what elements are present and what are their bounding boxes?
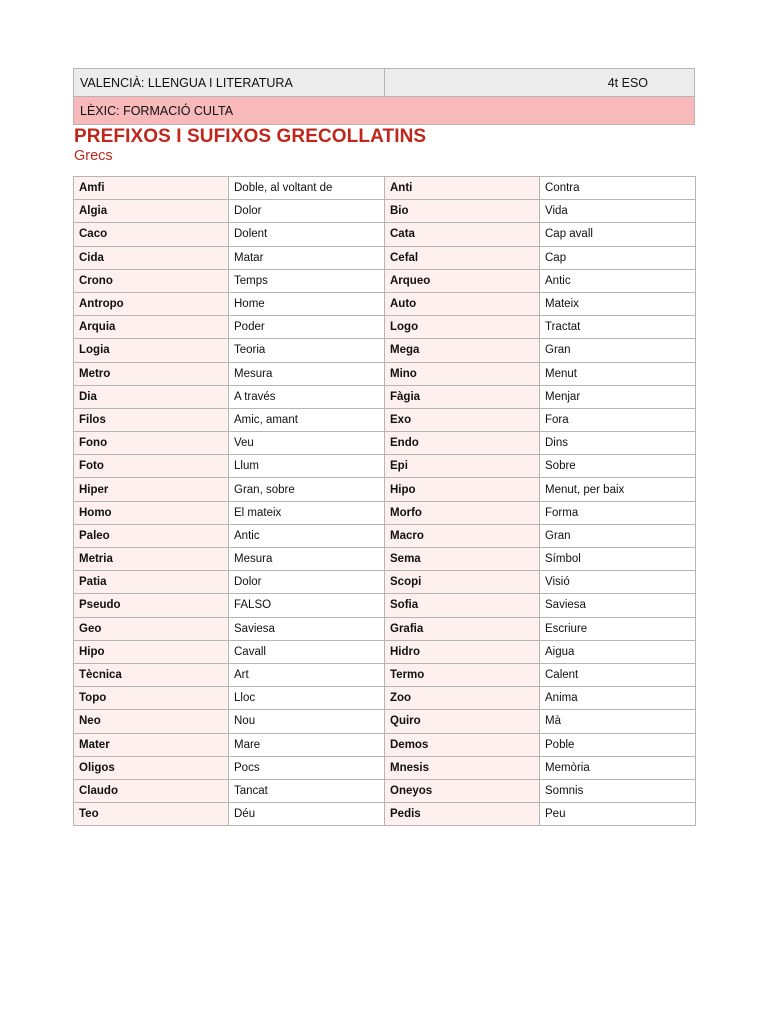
prefix-meaning-right: Menjar — [540, 385, 696, 408]
prefix-term-left: Neo — [74, 710, 229, 733]
prefix-meaning-left: Llum — [229, 455, 385, 478]
prefix-term-left: Teo — [74, 803, 229, 826]
table-row — [74, 246, 696, 269]
prefix-term-left: Hipo — [74, 640, 229, 663]
prefix-meaning-right: Cap avall — [540, 223, 696, 246]
prefix-meaning-right: Escriure — [540, 617, 696, 640]
page-title: PREFIXOS I SUFIXOS GRECOLLATINS — [74, 126, 427, 147]
prefix-term-left: Pseudo — [74, 594, 229, 617]
prefix-term-right: Auto — [385, 292, 540, 315]
table-row — [74, 687, 696, 710]
prefix-term-left: Metria — [74, 548, 229, 571]
prefix-meaning-right: Antic — [540, 269, 696, 292]
prefix-meaning-right: Gran — [540, 339, 696, 362]
prefix-meaning-left: Cavall — [229, 640, 385, 663]
vocabulary-table — [73, 176, 696, 826]
prefix-meaning-right: Vida — [540, 200, 696, 223]
prefix-term-right: Epi — [385, 455, 540, 478]
prefix-meaning-left: Saviesa — [229, 617, 385, 640]
prefix-meaning-left: Lloc — [229, 687, 385, 710]
prefix-meaning-right: Mateix — [540, 292, 696, 315]
prefix-meaning-left: Home — [229, 292, 385, 315]
table-row — [74, 408, 696, 431]
prefix-meaning-left: Pocs — [229, 756, 385, 779]
prefix-meaning-right: Tractat — [540, 316, 696, 339]
prefix-meaning-left: Amic, amant — [229, 408, 385, 431]
prefix-meaning-left: Mare — [229, 733, 385, 756]
prefix-meaning-right: Dins — [540, 432, 696, 455]
prefix-term-right: Morfo — [385, 501, 540, 524]
prefix-term-left: Fono — [74, 432, 229, 455]
prefix-term-right: Demos — [385, 733, 540, 756]
prefix-meaning-right: Memòria — [540, 756, 696, 779]
prefix-term-right: Grafia — [385, 617, 540, 640]
prefix-term-right: Arqueo — [385, 269, 540, 292]
prefix-meaning-left: Nou — [229, 710, 385, 733]
prefix-term-left: Patia — [74, 571, 229, 594]
prefix-term-right: Sofia — [385, 594, 540, 617]
prefix-meaning-right: Poble — [540, 733, 696, 756]
prefix-term-right: Hipo — [385, 478, 540, 501]
prefix-meaning-left: Déu — [229, 803, 385, 826]
prefix-term-left: Paleo — [74, 524, 229, 547]
prefix-term-left: Arquia — [74, 316, 229, 339]
prefix-meaning-right: Menut, per baix — [540, 478, 696, 501]
subject-label: VALENCIÀ: LLENGUA I LITERATURA — [74, 69, 385, 97]
prefix-term-left: Cida — [74, 246, 229, 269]
prefix-term-right: Fàgia — [385, 385, 540, 408]
level-label: 4t ESO — [385, 69, 695, 97]
prefix-term-left: Homo — [74, 501, 229, 524]
prefix-meaning-right: Somnis — [540, 779, 696, 802]
prefix-term-left: Mater — [74, 733, 229, 756]
prefix-term-left: Amfi — [74, 177, 229, 200]
prefix-term-left: Claudo — [74, 779, 229, 802]
prefix-meaning-left: Dolent — [229, 223, 385, 246]
prefix-term-right: Logo — [385, 316, 540, 339]
topic-label: LÈXIC: FORMACIÓ CULTA — [74, 97, 695, 125]
prefix-term-right: Zoo — [385, 687, 540, 710]
prefix-term-left: Filos — [74, 408, 229, 431]
prefix-term-right: Termo — [385, 663, 540, 686]
table-row — [74, 779, 696, 802]
prefix-term-left: Crono — [74, 269, 229, 292]
table-row — [74, 223, 696, 246]
prefix-meaning-right: Menut — [540, 362, 696, 385]
prefix-meaning-right: Saviesa — [540, 594, 696, 617]
prefix-term-left: Foto — [74, 455, 229, 478]
prefix-term-right: Bio — [385, 200, 540, 223]
section-subtitle: Grecs — [74, 148, 113, 164]
prefix-term-left: Geo — [74, 617, 229, 640]
prefix-term-right: Scopi — [385, 571, 540, 594]
prefix-meaning-left: Teoria — [229, 339, 385, 362]
table-row — [74, 594, 696, 617]
document-header — [73, 68, 695, 125]
prefix-term-right: Cata — [385, 223, 540, 246]
prefix-meaning-right: Sobre — [540, 455, 696, 478]
prefix-term-left: Oligos — [74, 756, 229, 779]
table-row — [74, 177, 696, 200]
table-row — [74, 663, 696, 686]
prefix-meaning-left: Art — [229, 663, 385, 686]
table-row — [74, 292, 696, 315]
prefix-meaning-left: Dolor — [229, 200, 385, 223]
table-row — [74, 617, 696, 640]
prefix-meaning-right: Gran — [540, 524, 696, 547]
prefix-meaning-right: Peu — [540, 803, 696, 826]
prefix-term-right: Exo — [385, 408, 540, 431]
table-row — [74, 478, 696, 501]
prefix-term-left: Dia — [74, 385, 229, 408]
table-row — [74, 733, 696, 756]
prefix-meaning-left: Poder — [229, 316, 385, 339]
prefix-meaning-left: Mesura — [229, 548, 385, 571]
prefix-meaning-left: Mesura — [229, 362, 385, 385]
prefix-term-right: Quiro — [385, 710, 540, 733]
prefix-meaning-left: Tancat — [229, 779, 385, 802]
prefix-term-right: Oneyos — [385, 779, 540, 802]
table-row — [74, 362, 696, 385]
prefix-meaning-left: Matar — [229, 246, 385, 269]
prefix-term-right: Hidro — [385, 640, 540, 663]
prefix-term-right: Pedis — [385, 803, 540, 826]
prefix-meaning-left: Antic — [229, 524, 385, 547]
table-row — [74, 803, 696, 826]
table-row — [74, 756, 696, 779]
table-row — [74, 501, 696, 524]
header-row-subject — [74, 69, 695, 97]
prefix-term-left: Metro — [74, 362, 229, 385]
prefix-meaning-left: Veu — [229, 432, 385, 455]
header-row-topic — [74, 97, 695, 125]
prefix-term-right: Macro — [385, 524, 540, 547]
prefix-meaning-left: Doble, al voltant de — [229, 177, 385, 200]
prefix-term-left: Topo — [74, 687, 229, 710]
prefix-meaning-right: Calent — [540, 663, 696, 686]
prefix-meaning-right: Anima — [540, 687, 696, 710]
table-row — [74, 571, 696, 594]
prefix-meaning-left: El mateix — [229, 501, 385, 524]
table-row — [74, 640, 696, 663]
table-row — [74, 339, 696, 362]
prefix-meaning-right: Símbol — [540, 548, 696, 571]
table-row — [74, 269, 696, 292]
table-row — [74, 432, 696, 455]
prefix-term-left: Hiper — [74, 478, 229, 501]
prefix-meaning-right: Fora — [540, 408, 696, 431]
prefix-term-right: Mnesis — [385, 756, 540, 779]
prefix-meaning-left: A través — [229, 385, 385, 408]
prefix-term-right: Anti — [385, 177, 540, 200]
prefix-meaning-right: Mà — [540, 710, 696, 733]
prefix-term-right: Cefal — [385, 246, 540, 269]
prefix-meaning-right: Aigua — [540, 640, 696, 663]
table-row — [74, 200, 696, 223]
table-row — [74, 710, 696, 733]
prefix-term-left: Logia — [74, 339, 229, 362]
prefix-meaning-right: Forma — [540, 501, 696, 524]
prefix-meaning-left: Gran, sobre — [229, 478, 385, 501]
prefix-term-left: Antropo — [74, 292, 229, 315]
table-row — [74, 385, 696, 408]
prefix-term-right: Mino — [385, 362, 540, 385]
table-row — [74, 316, 696, 339]
prefix-meaning-left: FALSO — [229, 594, 385, 617]
prefix-meaning-left: Temps — [229, 269, 385, 292]
prefix-meaning-right: Contra — [540, 177, 696, 200]
prefix-term-right: Mega — [385, 339, 540, 362]
prefix-term-right: Endo — [385, 432, 540, 455]
table-row — [74, 455, 696, 478]
prefix-meaning-right: Visió — [540, 571, 696, 594]
table-row — [74, 548, 696, 571]
prefix-meaning-right: Cap — [540, 246, 696, 269]
prefix-meaning-left: Dolor — [229, 571, 385, 594]
prefix-term-left: Tècnica — [74, 663, 229, 686]
table-row — [74, 524, 696, 547]
prefix-term-right: Sema — [385, 548, 540, 571]
prefix-term-left: Algia — [74, 200, 229, 223]
vocabulary-table-body — [74, 177, 696, 826]
prefix-term-left: Caco — [74, 223, 229, 246]
